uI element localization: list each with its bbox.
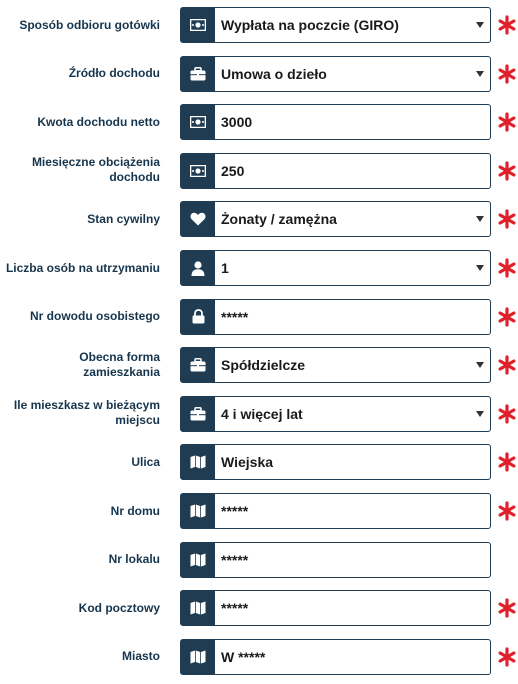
field-label: Sposób odbioru gotówki xyxy=(19,17,160,32)
field-value: Wiejska xyxy=(221,454,274,471)
money-icon xyxy=(181,154,215,188)
field-label: Ulica xyxy=(131,454,160,469)
field-label: Miasto xyxy=(121,649,160,664)
field-label: Ile mieszkasz w bieżącym miejscu xyxy=(13,397,160,427)
field-value: 250 xyxy=(221,162,245,179)
money-icon xyxy=(181,8,215,42)
required-asterisk-icon xyxy=(497,355,517,375)
form-row-ile-mieszkasz-w-biezacym-miejscu xyxy=(0,396,518,432)
input-miesieczne-obciazenia-dochodu[interactable] xyxy=(180,153,491,189)
field-label: Kod pocztowy xyxy=(78,600,160,615)
form-row-ulica xyxy=(0,444,518,480)
form-row-nr-lokalu xyxy=(0,542,518,578)
field-value: Spółdzielcze xyxy=(221,357,306,374)
required-asterisk-icon xyxy=(497,161,517,181)
select-stan-cywilny[interactable] xyxy=(180,201,491,237)
form-row-kod-pocztowy xyxy=(0,590,518,626)
form-row-miesieczne-obciazenia-dochodu xyxy=(0,153,518,189)
input-kwota-dochodu-netto[interactable] xyxy=(180,104,491,140)
map-icon xyxy=(181,543,215,577)
field-value: 1 xyxy=(221,260,229,276)
required-asterisk-icon xyxy=(497,452,517,472)
field-value: ***** xyxy=(221,600,249,617)
required-asterisk-icon xyxy=(497,64,517,84)
map-icon xyxy=(181,494,215,528)
field-value: Umowa o dzieło xyxy=(221,65,327,82)
form-row-miasto xyxy=(0,639,518,675)
input-nr-lokalu[interactable] xyxy=(180,542,491,578)
required-asterisk-icon xyxy=(497,209,517,229)
chevron-down-icon[interactable] xyxy=(470,362,490,368)
required-asterisk-icon xyxy=(497,112,517,132)
required-asterisk-icon xyxy=(497,15,517,35)
field-value: ***** xyxy=(221,308,249,325)
lock-icon xyxy=(181,300,215,334)
field-value: Żonaty / zamężna xyxy=(221,211,337,228)
field-label: Kwota dochodu netto xyxy=(37,114,160,129)
form-row-liczba-osob-na-utrzymaniu xyxy=(0,250,518,286)
form-row-stan-cywilny xyxy=(0,201,518,237)
required-asterisk-icon xyxy=(497,647,517,667)
input-nr-dowodu-osobistego[interactable] xyxy=(180,299,491,335)
field-label: Miesięczne obciążenia dochodu xyxy=(31,154,160,184)
form-row-nr-dowodu-osobistego xyxy=(0,299,518,335)
required-asterisk-icon xyxy=(497,501,517,521)
field-value: 3000 xyxy=(221,114,253,131)
input-kod-pocztowy[interactable] xyxy=(180,590,491,626)
chevron-down-icon[interactable] xyxy=(470,265,490,271)
required-asterisk-icon xyxy=(497,307,517,327)
select-zrodlo-dochodu[interactable] xyxy=(180,56,491,92)
select-liczba-osob-na-utrzymaniu[interactable] xyxy=(180,250,491,286)
field-label: Nr domu xyxy=(110,503,160,518)
select-obecna-forma-zamieszkania[interactable] xyxy=(180,347,491,383)
select-ile-mieszkasz-w-biezacym-miejscu[interactable] xyxy=(180,396,491,432)
field-value: 4 i więcej lat xyxy=(221,405,303,422)
field-value: ***** xyxy=(221,503,249,519)
chevron-down-icon[interactable] xyxy=(470,71,490,77)
form-row-obecna-forma-zamieszkania xyxy=(0,347,518,383)
field-label: Obecna forma zamieszkania xyxy=(79,350,160,380)
form-row-zrodlo-dochodu xyxy=(0,56,518,92)
form-row-kwota-dochodu-netto xyxy=(0,104,518,140)
select-sposob-odbioru-gotowki[interactable] xyxy=(180,7,491,43)
map-icon xyxy=(181,591,215,625)
form-row-sposob-odbioru-gotowki xyxy=(0,7,518,43)
input-miasto[interactable] xyxy=(180,639,491,675)
map-icon xyxy=(181,445,215,479)
money-icon xyxy=(181,105,215,139)
field-label: Nr lokalu xyxy=(108,552,160,567)
field-label: Stan cywilny xyxy=(87,211,160,226)
field-value: Wypłata na poczcie (GIRO) xyxy=(221,17,399,33)
field-label: Nr dowodu osobistego xyxy=(30,309,160,324)
required-asterisk-icon xyxy=(497,404,517,424)
chevron-down-icon[interactable] xyxy=(470,216,490,222)
field-label: Liczba osób na utrzymaniu xyxy=(5,260,160,275)
field-value: W ***** xyxy=(221,648,266,665)
required-asterisk-icon xyxy=(497,598,517,618)
input-ulica[interactable] xyxy=(180,444,491,480)
chevron-down-icon[interactable] xyxy=(470,411,490,417)
input-nr-domu[interactable] xyxy=(180,493,491,529)
heart-icon xyxy=(181,202,215,236)
field-value: ***** xyxy=(221,551,249,568)
briefcase-icon xyxy=(181,57,215,91)
map-icon xyxy=(181,640,215,674)
chevron-down-icon[interactable] xyxy=(470,22,490,28)
field-label: Źródło dochodu xyxy=(68,66,160,81)
briefcase-icon xyxy=(181,397,215,431)
briefcase-icon xyxy=(181,348,215,382)
form-row-nr-domu xyxy=(0,493,518,529)
user-icon xyxy=(181,251,215,285)
required-asterisk-icon xyxy=(497,258,517,278)
